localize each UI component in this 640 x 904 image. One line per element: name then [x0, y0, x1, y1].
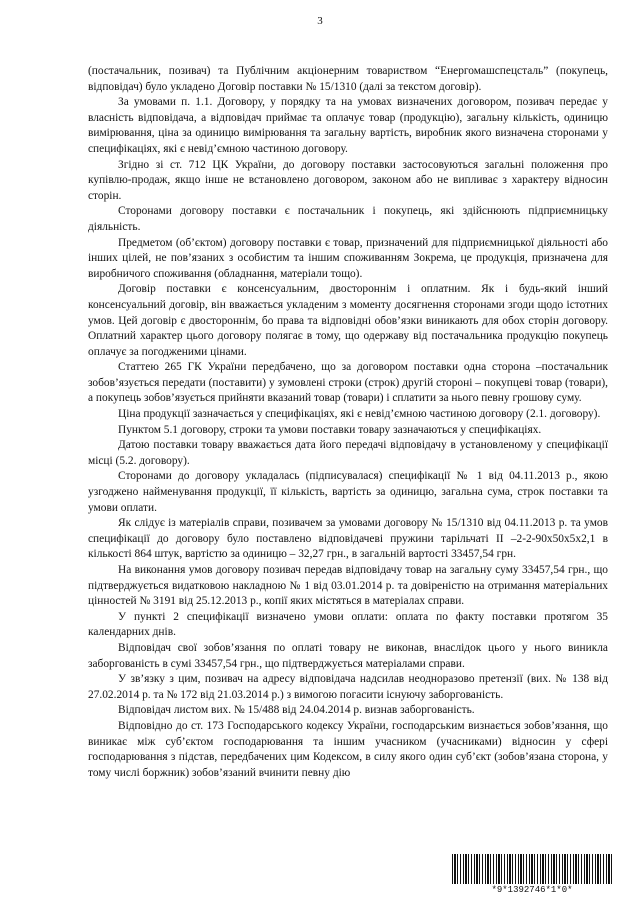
paragraph: Відповідач листом вих. № 15/488 від 24.04.2014 р. визнав заборгованість.	[118, 704, 475, 717]
paragraph: На виконання умов договору позивач передав відповідачу товар на загальну суму 33457,54 грн., що підтверджується видатковою накладною № 1 від 03.01.2014 р. та довіреністю на отримання матеріальних цінностей № 3191 від 25.12.2013 р., копії яких містяться в матеріалах справи.	[88, 564, 608, 608]
paragraph: У пункті 2 специфікації визначено умови оплати: оплата по факту поставки протягом 35 календарних днів.	[88, 610, 608, 639]
paragraph: За умовами п. 1.1. Договору, у порядку та на умовах визначених договором, позивач передає у власність відповідача, а відповідач приймає та оплачує товар (продукцію), загальну кількість, одиницю вимірювання, ціна за одиницю вимірювання та загальну вартість, виробник якого визначена сторонами у специфікаціях, які є невід’ємною частиною договору.	[88, 96, 608, 155]
paragraph: Згідно зі ст. 712 ЦК України, до договору поставки застосовуються загальні положення про купівлю-продаж, якщо інше не встановлено договором, законом або не випливає з характеру відносин сторін.	[88, 158, 608, 202]
paragraph: Договір поставки є консенсуальним, двостороннім і оплатним. Як і будь-який інший консенсуальний договір, він вважається укладеним з моменту досягнення сторонами згоди щодо істотних умов. Цей договір є двостороннім, бо права та відповідні обов’язки виникають для обох сторін договору. Оплатний характер цього договору полягає в тому, що одержаву від постачальника продукцію покупець оплачує за погодженими цінами.	[88, 283, 608, 358]
page-number: 3	[317, 15, 323, 27]
barcode-bars	[452, 854, 612, 884]
paragraph: Ціна продукції зазначається у специфікаціях, які є невід’ємною частиною договору (2.1. договору).	[118, 408, 601, 421]
paragraph: Датою поставки товару вважається дата його передачі відповідачу в установленому у специфікації місці (5.2. договору).	[88, 439, 608, 467]
document-body	[88, 64, 608, 781]
paragraph: У зв’язку з цим, позивач на адресу відповідача надсилав неодноразово претензії (вих. № 138 від 27.02.2014 р. та № 172 від 21.03.2014 р.) з вимогою погасити існуючу заборгованість.	[88, 673, 608, 701]
paragraph: Як слідує із матеріалів справи, позивачем за умовами договору № 15/1310 від 04.11.2013 р. та умов специфікації до договору було поставлено відповідачеві пружини тарільчаті II –2-2-90х50х5х2,1 в кількості 864 штук, вартістю за одиницю – 32,27 грн., в загальній вартості 33457,54 грн.	[88, 517, 608, 561]
paragraph: Відповідно до ст. 173 Господарського кодексу України, господарським визнається зобов’язання, що виникає між суб’єктом господарювання та іншим учасником (учасниками) відносин у сфері господарювання з підстав, передбачених цим Кодексом, в силу якого один суб’єкт (зобов’язана сторона, у тому числі боржник) зобов’язаний вчинити певну дію	[88, 719, 608, 779]
paragraph: Пунктом 5.1 договору, строки та умови поставки товару зазначаються у специфікаціях.	[118, 423, 542, 436]
paragraph: Предметом (об’єктом) договору поставки є товар, призначений для підприємницької діяльності або інших цілей, не пов’язаних з особистим та іншим споживанням Зокрема, це продукція, призначена для виробничого споживання (обладнання, матеріали тощо).	[88, 236, 608, 280]
barcode-number: *9*1392746*1*0*	[491, 885, 573, 895]
paragraph: Статтею 265 ГК України передбачено, що за договором поставки одна сторона –постачальник зобов’язується передати (поставити) у зумовлені строки (строк) другій стороні – покупцеві товар (товари), а покупець зобов’язується прийняти вказаний товар (товари) і сплатити за нього певну грошову суму.	[88, 361, 608, 405]
paragraph: Сторонами договору поставки є постачальник і покупець, які здійснюють підприємницьку діяльність.	[88, 205, 608, 233]
paragraph: (постачальник, позивач) та Публічним акціонерним товариством “Енергомашспецсталь” (покупець, відповідач) було укладено Договір поставки № 15/1310 (далі за текстом договір).	[88, 65, 608, 93]
paragraph: Сторонами до договору укладалась (підписувалася) специфікації № 1 від 04.11.2013 р., якою узгоджено найменування продукції, її кількість, вартість за одиницю, загальна сума, строк поставки та умови оплати.	[88, 470, 608, 514]
barcode	[452, 854, 612, 894]
paragraph: Відповідач свої зобов’язання по оплаті товару не виконав, внаслідок цього у нього виникла заборгованість в сумі 33457,54 грн., що підтверджується матеріалами справи.	[88, 641, 608, 670]
